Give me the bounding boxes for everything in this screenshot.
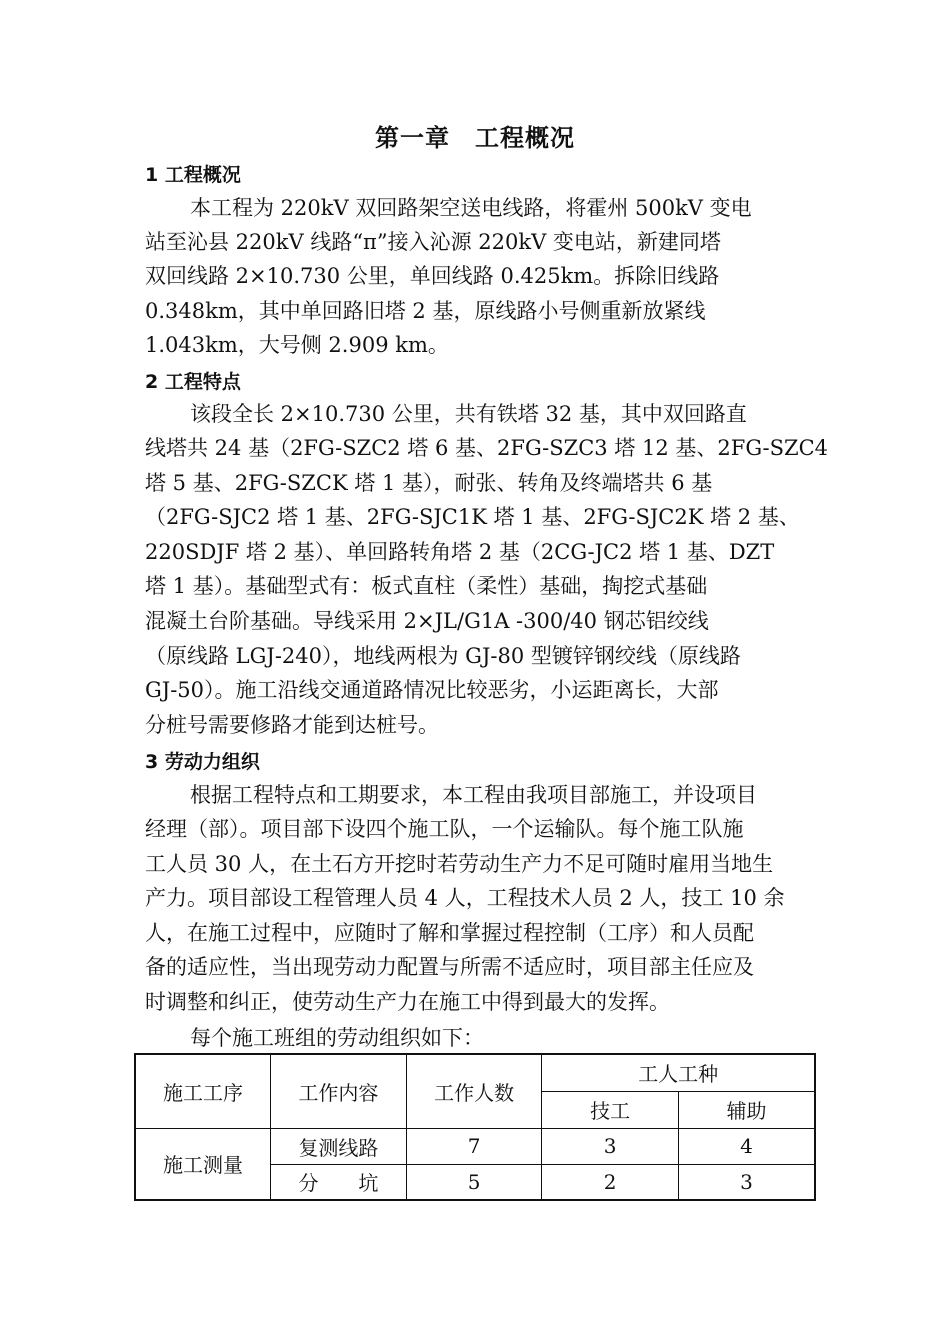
labor-table [134,1053,816,1201]
cell-count: 5 [406,1164,542,1200]
header-count: 工作人数 [406,1054,542,1128]
paragraph-line: 产力。项目部设工程管理人员 4 人，工程技术人员 2 人，技工 10 余 [145,886,785,910]
cell-content: 复测线路 [271,1128,407,1164]
paragraph-line: 根据工程特点和工期要求，本工程由我项目部施工，并设项目 [190,783,757,807]
paragraph-line: 220SDJF 塔 2 基）、单回路转角塔 2 基（2CG-JC2 塔 1 基、DZT [145,540,775,564]
cell-assistant: 4 [678,1128,815,1164]
paragraph-line: 本工程为 220kV 双回路架空送电线路，将霍州 500kV 变电 [190,196,752,220]
header-skilled: 技工 [542,1091,679,1128]
cell-count: 7 [406,1128,542,1164]
paragraph-line: 分桩号需要修路才能到达桩号。 [145,713,439,737]
paragraph-line: （原线路 LGJ-240），地线两根为 GJ-80 型镀锌钢绞线（原线路 [145,644,741,668]
paragraph-line: 双回线路 2×10.730 公里，单回线路 0.425km。拆除旧线路 [145,264,720,288]
paragraph-line: 每个施工班组的劳动组织如下： [190,1026,484,1050]
table-row [135,1128,815,1164]
paragraph-line: 工人员 30 人，在土石方开挖时若劳动生产力不足可随时雇用当地生 [145,852,774,876]
paragraph-line: GJ-50）。施工沿线交通道路情况比较恶劣，小运距离长，大部 [145,678,719,702]
paragraph-line: 塔 5 基、2FG-SZCK 塔 1 基），耐张、转角及终端塔共 6 基 [145,471,713,495]
cell-content: 分 坑 [271,1164,407,1200]
paragraph-line: 时调整和纠正，使劳动生产力在施工中得到最大的发挥。 [145,990,670,1014]
cell-skilled: 3 [542,1128,679,1164]
paragraph-line: 该段全长 2×10.730 公里，共有铁塔 32 基，其中双回路直 [190,402,747,426]
section-heading: 3 劳动力组织 [145,751,260,773]
cell-assistant: 3 [678,1164,815,1200]
paragraph-line: 混凝土台阶基础。导线采用 2×JL/G1A -300/40 钢芯铝绞线 [145,609,709,633]
chapter-title: 第一章 工程概况 [375,124,575,152]
header-worker-type: 工人工种 [542,1054,815,1091]
cell-skilled: 2 [542,1164,679,1200]
paragraph-line: 经理（部）。项目部下设四个施工队，一个运输队。每个施工队施 [145,817,744,841]
paragraph-line: 备的适应性，当出现劳动力配置与所需不适应时，项目部主任应及 [145,955,754,979]
paragraph-line: 线塔共 24 基（2FG-SZC2 塔 6 基、2FG-SZC3 塔 12 基、2FG-SZC4 [145,436,829,460]
section-heading: 1 工程概况 [145,164,241,186]
section-heading: 2 工程特点 [145,371,241,393]
header-assistant: 辅助 [678,1091,815,1128]
paragraph-line: 1.043km，大号侧 2.909 km。 [145,333,449,357]
paragraph-line: 塔 1 基）。基础型式有：板式直柱（柔性）基础，掏挖式基础 [145,574,708,598]
group-cell: 施工测量 [135,1128,271,1200]
header-content: 工作内容 [271,1054,407,1128]
paragraph-line: 站至沁县 220kV 线路“π”接入沁源 220kV 变电站，新建同塔 [145,230,721,254]
paragraph-line: （2FG-SJC2 塔 1 基、2FG-SJC1K 塔 1 基、2FG-SJC2K 塔 2 基、 [145,505,800,529]
header-process: 施工工序 [135,1054,271,1128]
paragraph-line: 人，在施工过程中，应随时了解和掌握过程控制（工序）和人员配 [145,921,754,945]
paragraph-line: 0.348km，其中单回路旧塔 2 基，原线路小号侧重新放紧线 [145,299,706,323]
